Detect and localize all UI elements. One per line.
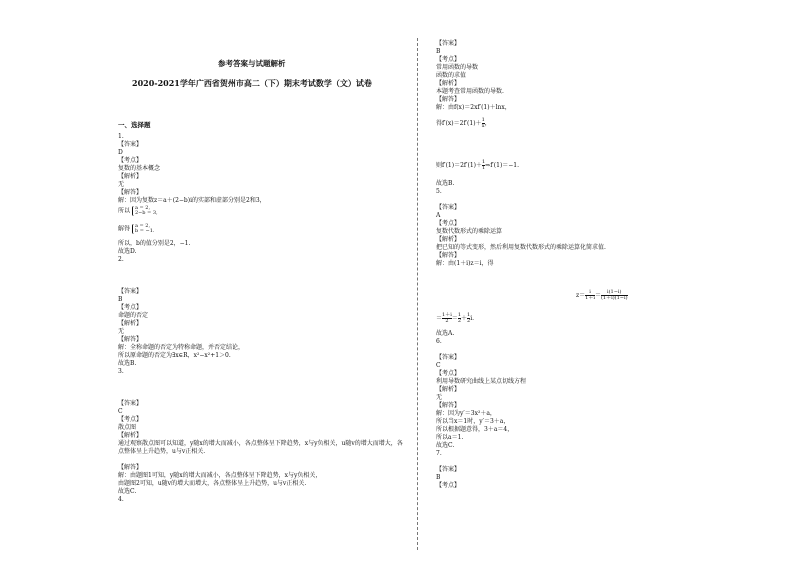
right-text-line: 7.: [436, 450, 442, 457]
right-text-line: 【答案】: [436, 204, 461, 211]
right-text-line: 【考点】: [436, 370, 461, 377]
math-text: ＋: [461, 315, 468, 322]
left-text-line: 一、选择题: [118, 121, 151, 129]
math-text: ＝: [451, 315, 458, 322]
brace: [132, 224, 155, 234]
system-prefix: 所以: [118, 207, 131, 215]
right-text-line: 所以根据题意得，3＋a＝4，: [436, 426, 514, 433]
right-text-line: 解：因为y′＝3x²＋a，: [436, 410, 496, 417]
right-text-line: 故选A.: [436, 330, 455, 337]
exam-title: 2020-2021学年广西省贺州市高二（下）期末考试数学（文）试卷: [132, 78, 372, 88]
denominator: x: [481, 123, 485, 129]
equation: a = 2,: [134, 205, 151, 211]
left-text-line: 复数的基本概念: [118, 165, 161, 172]
left-text-line: 故选C.: [118, 488, 137, 495]
equation: a = 2,: [134, 223, 151, 229]
numerator: 1＋i: [442, 312, 452, 318]
right-text-line: 把已知的等式变形，然后利用复数代数形式的乘除运算化简求值.: [436, 244, 606, 251]
right-text-line: 【考点】: [436, 220, 461, 227]
right-text-line: 故选C.: [436, 442, 455, 449]
left-text-line: 解：因为复数z＝a＋(2−b)i的实部和虚部分别是2和3，: [118, 197, 266, 204]
left-text-line: D: [118, 149, 123, 156]
denominator: 2: [442, 318, 452, 324]
math-text: ＝: [594, 292, 601, 299]
left-text-line: 命题的否定: [118, 312, 149, 319]
right-text-line: 【解析】: [436, 386, 461, 393]
right-text-line: 【解答】: [436, 96, 461, 103]
left-text-line: 【解析】: [118, 320, 143, 327]
left-text-line: 故选D.: [118, 248, 137, 255]
left-text-line: 【考点】: [118, 304, 143, 311]
right-text-line: 解：由f(x)＝2xf′(1)＋lnx，: [436, 104, 511, 111]
right-text-line: 【答案】: [436, 466, 461, 473]
math-text: ⇒f′(1)＝−1.: [485, 162, 520, 169]
left-text-line: C: [118, 408, 123, 415]
right-text-line: 【考点】: [436, 482, 461, 489]
system-prefix: 解得: [118, 225, 131, 233]
right-text-line: 所以当x＝1时，y′＝3＋a，: [436, 418, 510, 425]
z-formula: [576, 290, 628, 301]
denominator: 1＋i: [585, 295, 595, 301]
math-text: ＝: [436, 315, 443, 322]
right-text-line: 复数代数形式的乘除运算: [436, 228, 503, 235]
left-text-line: 【解析】: [118, 432, 143, 439]
right-text-line: 5.: [436, 188, 442, 195]
negation-line: 所以原命题的否定为∃x∈R，x²−x²+1＞0.: [118, 352, 231, 359]
right-text-line: 常用函数的导数: [436, 64, 479, 71]
numerator: 1: [481, 117, 485, 123]
brace: [132, 206, 158, 216]
math-text: ，: [484, 120, 491, 127]
left-text-line: 2.: [118, 256, 124, 263]
evaluation-line: [436, 160, 519, 171]
denominator: 2: [457, 318, 461, 324]
derivative-line: [436, 118, 491, 129]
left-text-line: 【考点】: [118, 157, 143, 164]
column-divider: [417, 38, 418, 550]
denominator: 2: [467, 318, 471, 324]
right-text-line: 本题考查常用函数的导数.: [436, 88, 504, 95]
system-of-equations-2: [118, 224, 154, 234]
left-text-line: 解：由题图1可知，y随x的增大而减小，各点整体呈下降趋势，x与y负相关，: [118, 472, 322, 479]
left-text-line: 【解答】: [118, 336, 143, 343]
right-text-line: 利用导数研究曲线上某点切线方程: [436, 378, 527, 385]
left-text-line: 【解答】: [118, 189, 143, 196]
left-text-line: 【答案】: [118, 288, 143, 295]
left-text-line: 3.: [118, 368, 124, 375]
left-text-line: 【解答】: [118, 464, 143, 471]
right-text-line: 【考点】: [436, 56, 461, 63]
right-text-line: 6.: [436, 338, 442, 345]
document-title: 参考答案与试题解析: [218, 59, 286, 68]
numerator: 1: [467, 312, 471, 318]
right-text-line: 【解析】: [436, 80, 461, 87]
numerator: 1: [481, 159, 486, 165]
numerator: 1: [457, 312, 461, 318]
right-text-line: 【解答】: [436, 402, 461, 409]
right-text-line: 【解答】: [436, 252, 461, 259]
result-line: [436, 313, 474, 324]
left-text-line: 无: [118, 328, 125, 335]
left-text-line: 无: [118, 181, 125, 188]
right-text-line: A: [436, 212, 441, 219]
right-text-line: C: [436, 362, 441, 369]
fraction: [585, 290, 595, 301]
left-text-line: 解：全称命题的否定为特称命题，并否定结论，: [118, 344, 245, 351]
left-text-line: 由题图2可知，u随v的增大而增大，各点整体呈上升趋势，u与v正相关.: [118, 480, 307, 487]
left-text-line: 【答案】: [118, 141, 143, 148]
right-text-line: 解：由(1＋i)z＝i，得: [436, 260, 494, 267]
math-text: z＝: [576, 292, 586, 299]
system-of-equations-1: [118, 206, 158, 216]
numerator: i: [589, 289, 591, 295]
left-text-line: 【解析】: [118, 173, 143, 180]
right-text-line: 无: [436, 394, 443, 401]
left-text-line: 4.: [118, 496, 124, 503]
right-text-line: 【答案】: [436, 40, 461, 47]
denominator: (1＋i)(1−i): [600, 295, 628, 301]
equation: b = −1.: [134, 228, 155, 234]
math-text: 得f′(x)＝2f′(1)＋: [436, 120, 482, 127]
right-text-line: 函数的求值: [436, 72, 467, 79]
right-text-line: B: [436, 48, 441, 55]
denominator: 1: [481, 165, 486, 171]
left-text-line: 所以，b的值分别是2，−1.: [118, 240, 191, 247]
left-text-line: B: [118, 296, 123, 303]
fraction: [601, 290, 628, 301]
numerator: i(1−i): [607, 289, 622, 295]
equation: 2−b = 3,: [134, 210, 158, 216]
left-text-line: 【考点】: [118, 416, 143, 423]
left-text-line: 【答案】: [118, 400, 143, 407]
left-text-line: 点整体呈上升趋势，u与v正相关.: [118, 448, 206, 455]
left-text-line: 通过观察散点图可以知道，y随x的增大而减小，各点整体呈下降趋势，x与y负相关，u随v的增大而增大，各: [118, 440, 403, 447]
math-text: 则f′(1)＝2f′(1)＋: [436, 162, 482, 169]
left-text-line: 故选B.: [118, 360, 137, 367]
math-text: i.: [470, 315, 475, 322]
right-text-line: B: [436, 474, 441, 481]
fraction: [442, 313, 452, 324]
right-text-line: 【解析】: [436, 236, 461, 243]
left-text-line: 散点图: [118, 424, 137, 431]
right-text-line: 所以a＝1.: [436, 434, 464, 441]
right-text-line: 【答案】: [436, 354, 461, 361]
right-text-line: 故选B.: [436, 180, 455, 187]
left-text-line: 1.: [118, 133, 124, 140]
